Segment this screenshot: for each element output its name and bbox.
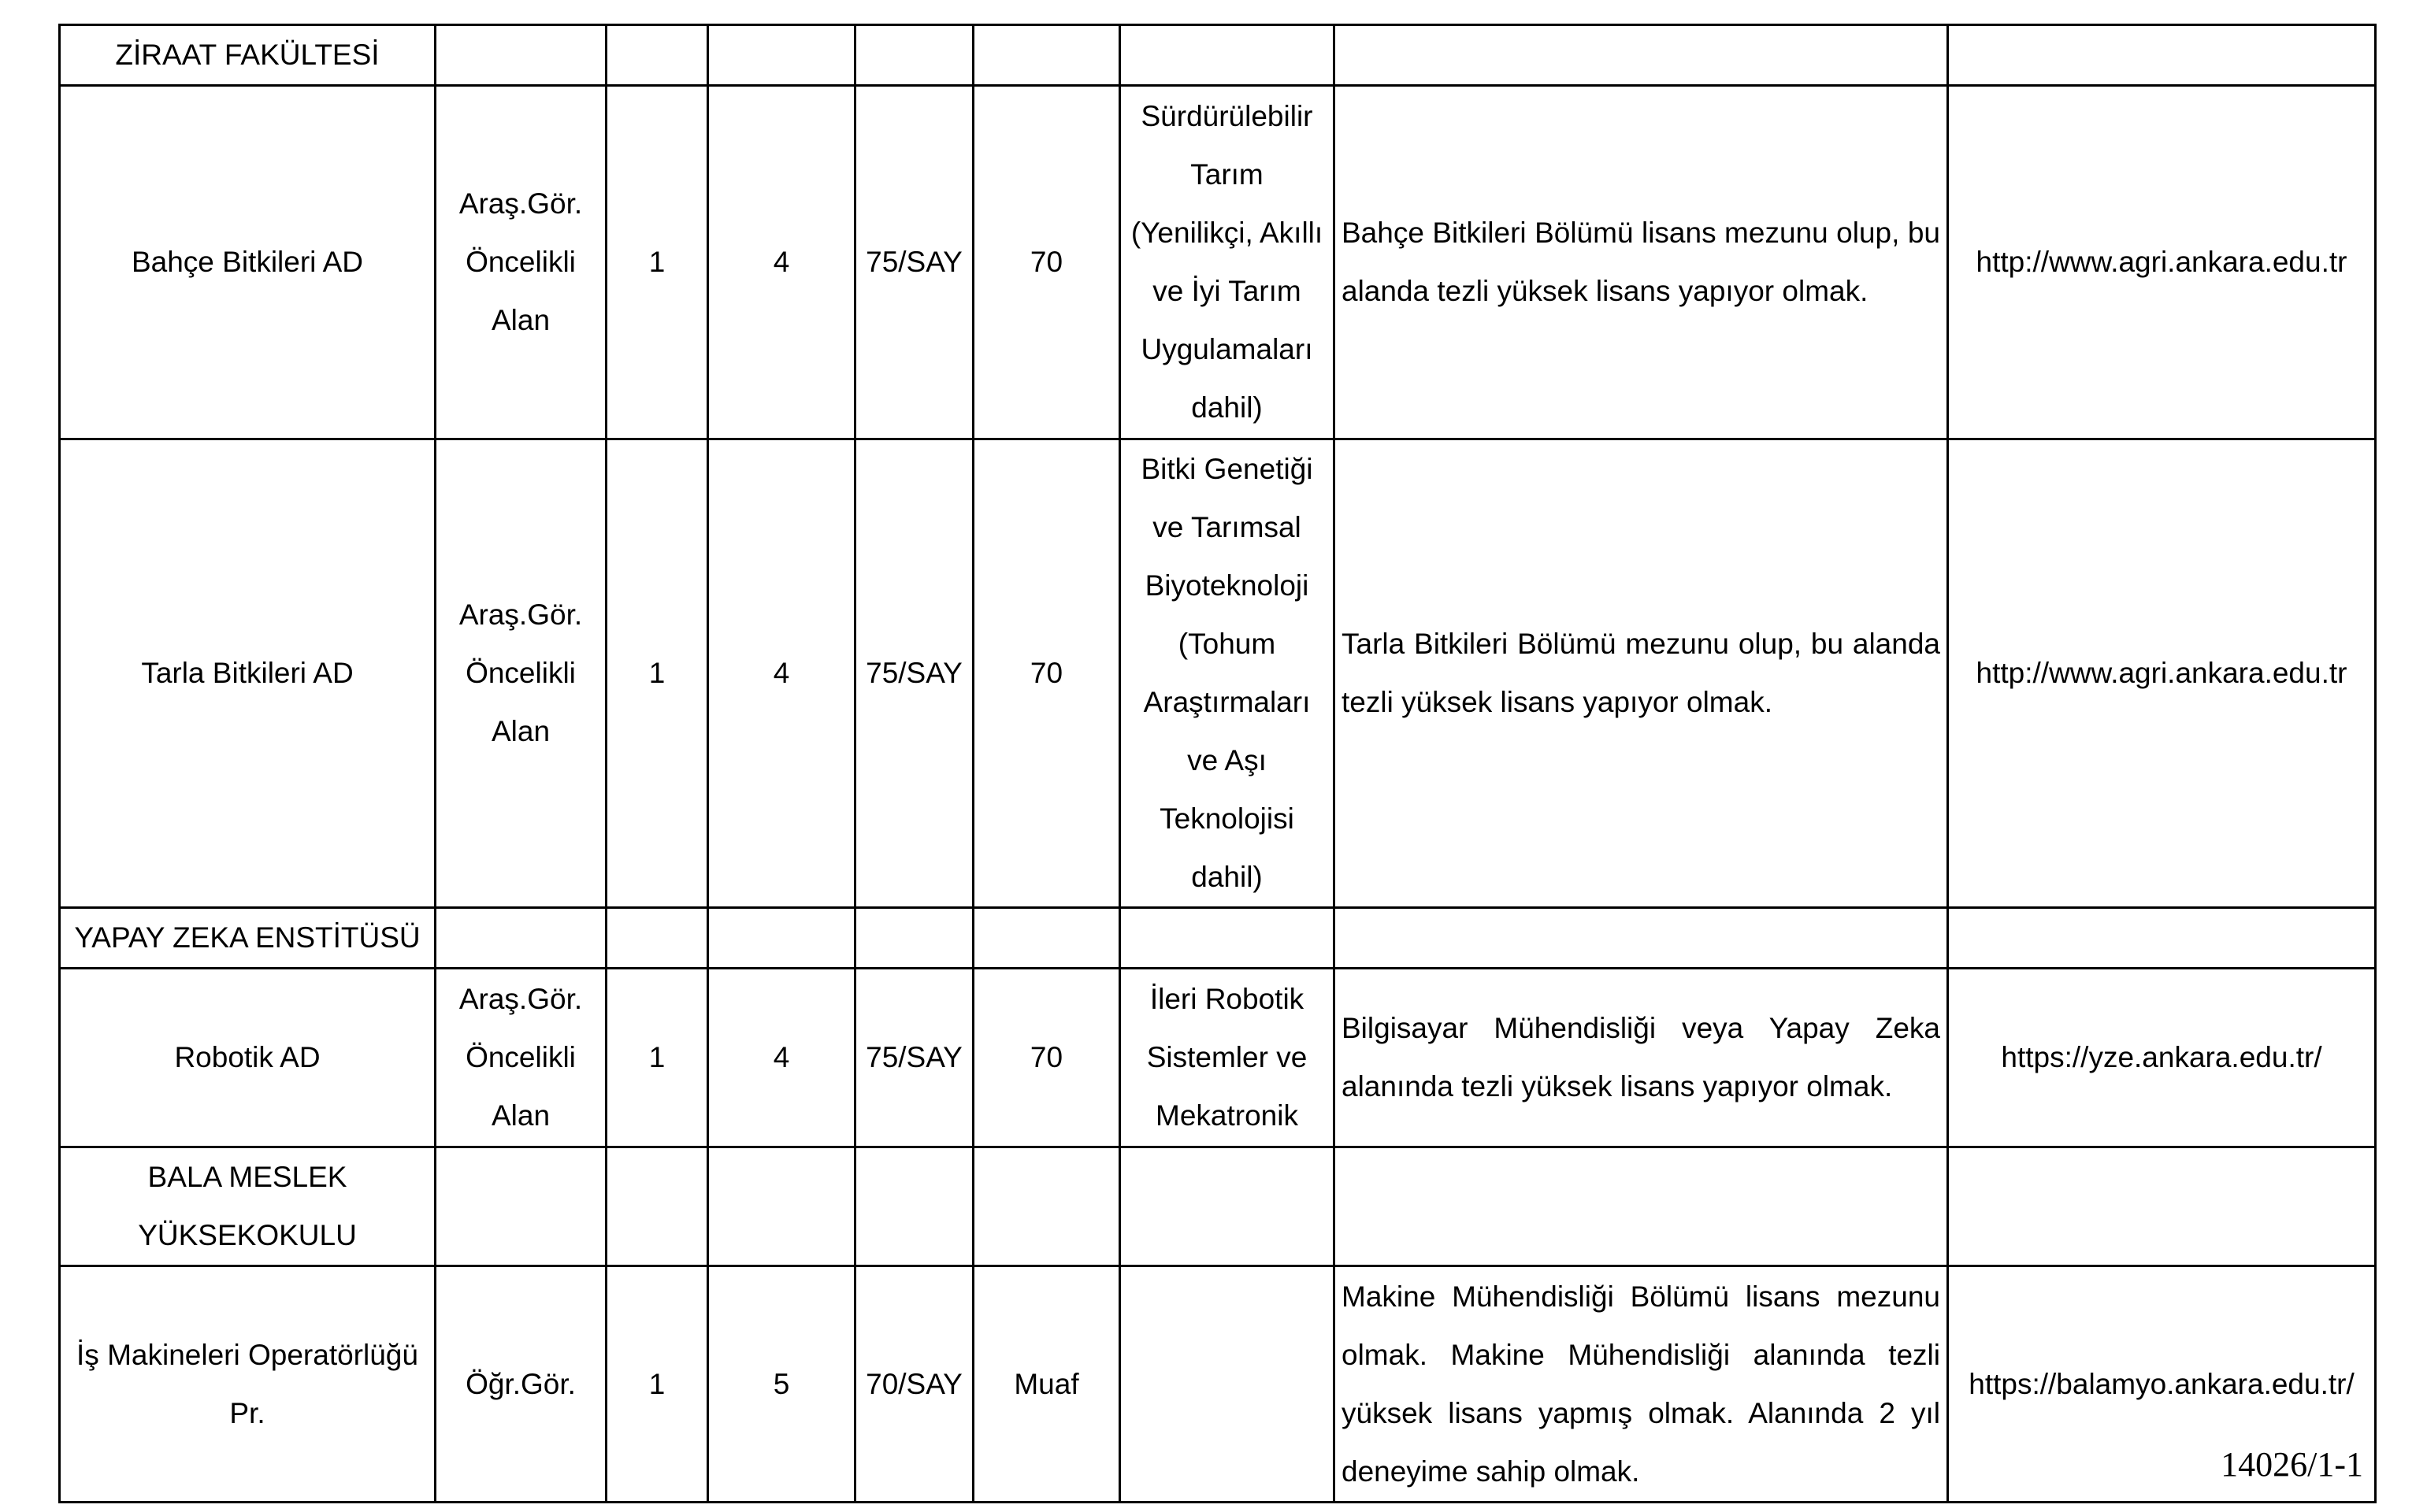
section-row <box>60 1147 2376 1266</box>
ales-cell: 75/SAY <box>855 969 974 1147</box>
priority-area-cell <box>1120 1266 1334 1503</box>
requirements-cell: Makine Mühendisliği Bölümü lisans mezunu olmak. Makine Mühendisliği alanında tezli yüksek lisans yapmış olmak. Alanında 2 yıl deneyime sahip olmak. <box>1334 1266 1948 1503</box>
degree-cell: 4 <box>708 969 855 1147</box>
position-cell: Araş.Gör. Öncelikli Alan <box>436 969 607 1147</box>
language-cell: 70 <box>974 969 1120 1147</box>
position-cell: Öğr.Gör. <box>436 1266 607 1503</box>
priority-area-cell: Bitki Genetiği ve Tarımsal Biyoteknoloji (Tohum Araştırmaları ve Aşı Teknolojisi dahil) <box>1120 439 1334 908</box>
count-cell: 1 <box>607 86 708 439</box>
unit-cell: Robotik AD <box>60 969 436 1147</box>
requirements-cell: Bilgisayar Mühendisliği veya Yapay Zeka alanında tezli yüksek lisans yapıyor olmak. <box>1334 969 1948 1147</box>
section-title: YAPAY ZEKA ENSTİTÜSÜ <box>60 908 436 969</box>
ales-cell: 75/SAY <box>855 86 974 439</box>
requirements-cell: Bahçe Bitkileri Bölümü lisans mezunu olup, bu alanda tezli yüksek lisans yapıyor olmak. <box>1334 86 1948 439</box>
ales-cell: 70/SAY <box>855 1266 974 1503</box>
document-code: 14026/1-1 <box>2221 1445 2363 1484</box>
count-cell: 1 <box>607 439 708 908</box>
staff-positions-table <box>58 24 2377 1503</box>
table-row <box>60 439 2376 908</box>
position-cell: Araş.Gör. Öncelikli Alan <box>436 86 607 439</box>
unit-cell: İş Makineleri Operatörlüğü Pr. <box>60 1266 436 1503</box>
count-cell: 1 <box>607 1266 708 1503</box>
language-cell: 70 <box>974 439 1120 908</box>
section-row <box>60 25 2376 86</box>
unit-cell: Bahçe Bitkileri AD <box>60 86 436 439</box>
table-row <box>60 969 2376 1147</box>
count-cell: 1 <box>607 969 708 1147</box>
website-link[interactable]: https://balamyo.ankara.edu.tr/ <box>1948 1266 2376 1503</box>
degree-cell: 4 <box>708 86 855 439</box>
website-link[interactable]: http://www.agri.ankara.edu.tr <box>1948 86 2376 439</box>
degree-cell: 4 <box>708 439 855 908</box>
section-row <box>60 908 2376 969</box>
requirements-cell: Tarla Bitkileri Bölümü mezunu olup, bu alanda tezli yüksek lisans yapıyor olmak. <box>1334 439 1948 908</box>
priority-area-cell: İleri Robotik Sistemler ve Mekatronik <box>1120 969 1334 1147</box>
table-row <box>60 86 2376 439</box>
section-title: ZİRAAT FAKÜLTESİ <box>60 25 436 86</box>
ales-cell: 75/SAY <box>855 439 974 908</box>
section-title: BALA MESLEK YÜKSEKOKULU <box>60 1147 436 1266</box>
website-link[interactable]: http://www.agri.ankara.edu.tr <box>1948 439 2376 908</box>
position-cell: Araş.Gör. Öncelikli Alan <box>436 439 607 908</box>
table-row <box>60 1266 2376 1503</box>
language-cell: 70 <box>974 86 1120 439</box>
degree-cell: 5 <box>708 1266 855 1503</box>
priority-area-cell: Sürdürülebilir Tarım (Yenilikçi, Akıllı ve İyi Tarım Uygulamaları dahil) <box>1120 86 1334 439</box>
unit-cell: Tarla Bitkileri AD <box>60 439 436 908</box>
website-link[interactable]: https://yze.ankara.edu.tr/ <box>1948 969 2376 1147</box>
language-cell: Muaf <box>974 1266 1120 1503</box>
